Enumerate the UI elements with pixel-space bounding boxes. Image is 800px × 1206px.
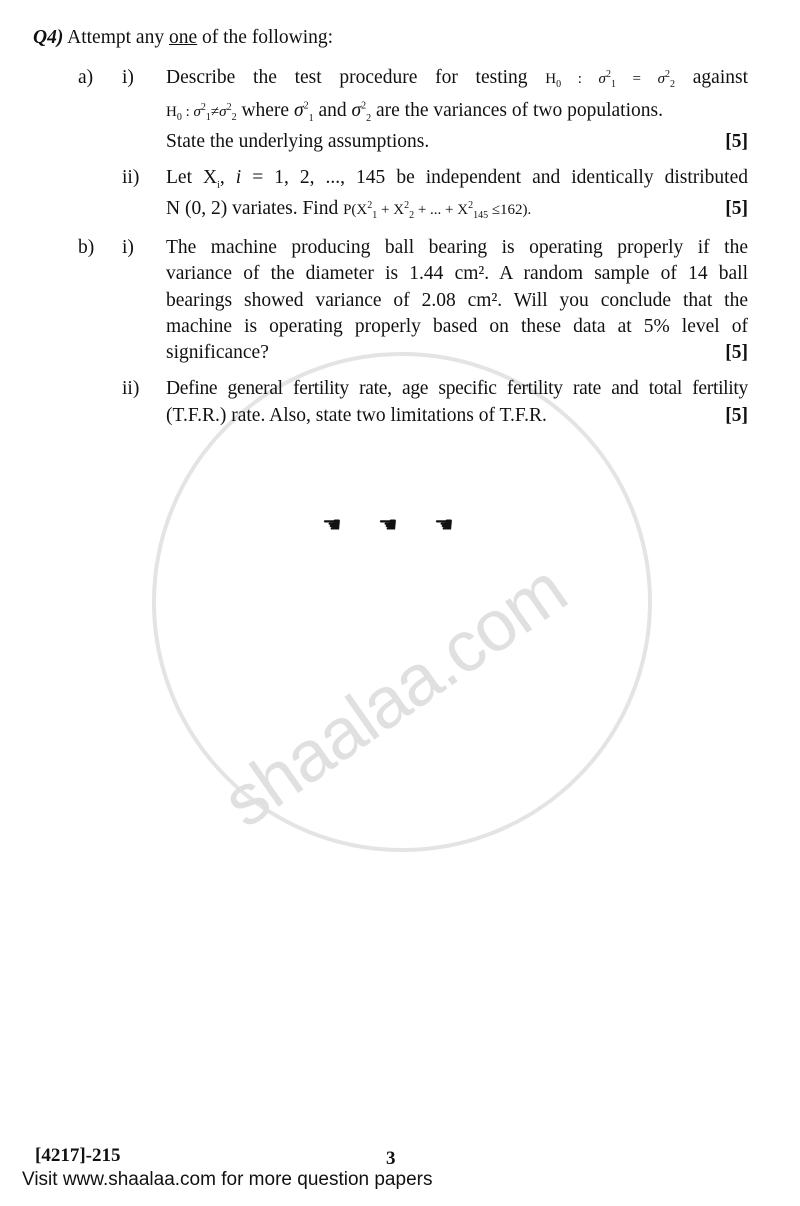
part-a-ii-label: ii) xyxy=(122,167,140,188)
intro-text: Attempt any xyxy=(67,27,169,48)
part-b-label: b) xyxy=(78,237,95,258)
part-a-i-line3: State the underlying assumptions. xyxy=(166,131,430,152)
pointing-hand-icon: ☛ xyxy=(378,512,398,537)
part-b-ii-line: Define general fertility rate, age specific fertility rate and total fertility xyxy=(166,378,748,399)
intro-underline: one xyxy=(168,27,198,48)
marks: [5] xyxy=(725,198,748,219)
part-a-ii-line2: N (0, 2) variates. Find $P(X^2_1 + X^2_2$ + ... + $X^2_{145} \le 162$). xyxy=(166,198,532,221)
part-b-i-line: The machine producing ball bearing is operating properly if the xyxy=(166,237,748,258)
part-a-i-line2: $H_0$ : $\sigma^2_1\ne\sigma^2_2$ where $\sigma^2_1$ and $\sigma^2_2$ are the variances of two populations. xyxy=(166,100,663,124)
question-heading xyxy=(33,26,333,50)
part-b-i-line: bearings showed variance of 2.08 cm². Will you conclude that the xyxy=(166,290,748,311)
part-b-ii-label: ii) xyxy=(122,378,140,399)
question-number: Q4) xyxy=(33,27,64,48)
pointing-hand-icon: ☛ xyxy=(322,512,342,537)
h1-formula: $H_0$ : $\sigma^2_1\ne\sigma^2_2$ xyxy=(166,102,237,123)
part-b-i-label: i) xyxy=(122,237,134,258)
intro-text-end: of the following: xyxy=(197,27,334,48)
part-a-i-line1 xyxy=(166,66,748,91)
part-b-i-line: significance? xyxy=(166,342,269,363)
part-a-i-label: i) xyxy=(122,67,134,88)
text: against xyxy=(692,67,748,88)
marks: [5] xyxy=(725,405,748,426)
text: Describe the test procedure for testing xyxy=(166,67,528,88)
page-number: 3 xyxy=(386,1148,396,1169)
marks: [5] xyxy=(725,342,748,363)
marks: [5] xyxy=(725,131,748,152)
visit-link[interactable]: Visit www.shaalaa.com for more question papers xyxy=(22,1169,433,1190)
part-b-i-line: variance of the diameter is 1.44 cm². A random sample of 14 ball xyxy=(166,263,748,284)
watermark-text: shaalaa.com xyxy=(209,549,581,843)
probability-formula: $P(X^2_1 + X^2_2$ + ... + $X^2_{145} \le 162$). xyxy=(343,200,532,221)
part-a-label: a) xyxy=(78,67,94,88)
part-a-ii-line1: Let $X_i$, i = 1, 2, ..., 145 be independent and identically distributed xyxy=(166,167,748,191)
pointing-hand-icon: ☛ xyxy=(434,512,454,537)
part-b-i-line: machine is operating properly based on these data at 5% level of xyxy=(166,316,748,337)
h0-formula: $H_0$ : $\sigma^2_1 = \sigma^2_2$ xyxy=(545,69,676,90)
part-b-ii-line: (T.F.R.) rate. Also, state two limitations of T.F.R. xyxy=(166,405,547,426)
paper-code: [4217]-215 xyxy=(35,1145,121,1166)
